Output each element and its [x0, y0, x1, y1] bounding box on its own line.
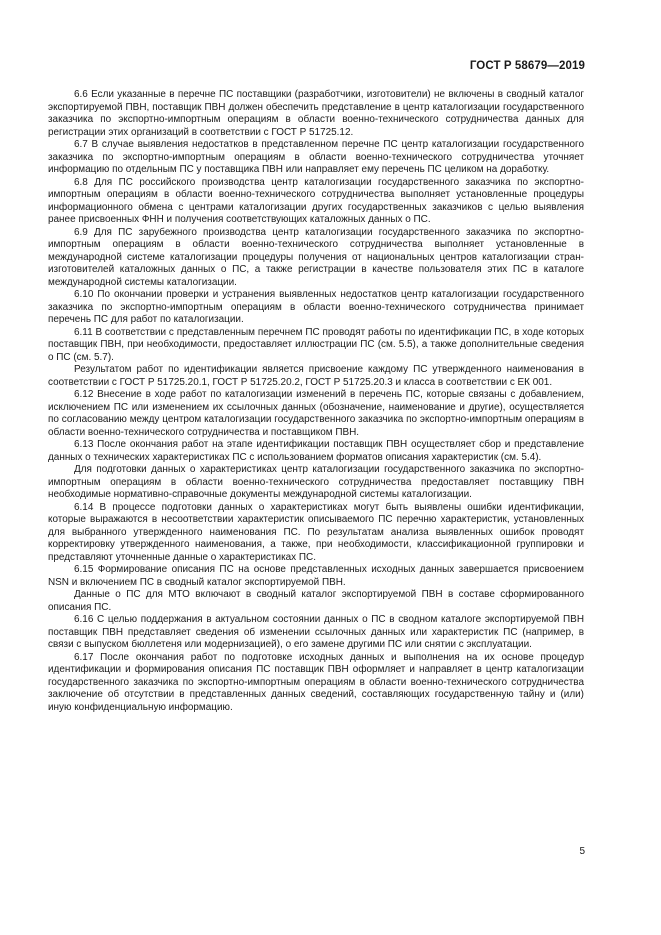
- document-header-standard: ГОСТ Р 58679—2019: [469, 60, 585, 72]
- paragraph-6-15-mto: Данные о ПС для МТО включают в сводный каталог экспортируемой ПВН в составе сформированного описания ПС.: [48, 589, 584, 613]
- paragraph-6-17: 6.17 После окончания работ по подготовке исходных данных и выполнения на их основе процедур идентификации и формирования описания ПС поставщик ПВН оформляет и направляет в центр каталогизации государственного заказчика по экспортно-импортным операциям в области военно-технического сотрудничества заключение об отсутствии в представленных данных сведений, составляющих государственную тайну и (или) иную конфиденциальную информацию.: [48, 651, 584, 713]
- page-number: 5: [579, 846, 585, 857]
- paragraph-6-12: 6.12 Внесение в ходе работ по каталогизации изменений в перечень ПС, которые связаны с добавлением, исключением ПС или изменением их ссылочных данных (обозначение, наименование и другие), осуществляется по согласованию между центром каталогизации государственного заказчика по экспортно-импортным операциям в области военно-технического сотрудничества и поставщиком ПВН.: [48, 389, 584, 438]
- paragraph-6-13-data: Для подготовки данных о характеристиках центр каталогизации государственного заказчика по экспортно-импортным операциям в области военно-технического сотрудничества предоставляет поставщику ПВН необходимые нормативно-справочные документы международной системы каталогизации.: [48, 464, 584, 500]
- paragraph-6-7: 6.7 В случае выявления недостатков в представленном перечне ПС центр каталогизации государственного заказчика по экспортно-импортным операциям в области военно-технического сотрудничества уточняет информацию по отдельным ПС у поставщика ПВН или направляет ему перечень ПС целиком на доработку.: [48, 139, 584, 175]
- paragraph-6-13: 6.13 После окончания работ на этапе идентификации поставщик ПВН осуществляет сбор и представление данных о технических характеристиках ПС с использованием форматов описания характеристик (см. 5.4).: [48, 439, 584, 463]
- paragraph-6-9: 6.9 Для ПС зарубежного производства центр каталогизации государственного заказчика по экспортно-импортным операциям в области военно-технического сотрудничества выполняет установленные в международной системе каталогизации процедуры получения от национальных центров каталогизации стран-изготовителей каталожных данных о ПС, а также регистрации в качестве пользователя этих ПС в каталоге международной системы каталогизации.: [48, 226, 584, 288]
- paragraph-6-11: 6.11 В соответствии с представленным перечнем ПС проводят работы по идентификации ПС, в ходе которых поставщик ПВН, при необходимости, предоставляет иллюстрации ПС (см. 5.5), а также дополнительные сведения о ПС (см. 5.7).: [48, 326, 584, 363]
- paragraph-6-10: 6.10 По окончании проверки и устранения выявленных недостатков центр каталогизации государственного заказчика по экспортно-импортным операциям в области военно-технического сотрудничества принимает перечень ПС для работ по каталогизации.: [48, 289, 584, 325]
- document-body: [48, 89, 584, 714]
- paragraph-6-6: 6.6 Если указанные в перечне ПС поставщики (разработчики, изготовители) не включены в сводный каталог экспортируемой ПВН, поставщик ПВН должен обеспечить представление в центр каталогизации государственного заказчика по экспортно-импортным операциям в области военно-технического сотрудничества данных для регистрации этих организаций в соответствии с ГОСТ Р 51725.12.: [48, 89, 584, 138]
- paragraph-6-15: 6.15 Формирование описания ПС на основе представленных исходных данных завершается присвоением NSN и включением ПС в сводный каталог экспортируемой ПВН.: [48, 564, 584, 588]
- paragraph-6-14: 6.14 В процессе подготовки данных о характеристиках могут быть выявлены ошибки идентификации, которые выражаются в несоответствии характеристик описываемого ПС перечню характеристик, установленных для выбранного утвержденного наименования ПС. По результатам анализа выявленных ошибок проводят корректировку утвержденного наименования, а также, при необходимости, классификационной группировки и представляют уточненные данные о характеристиках ПС.: [48, 501, 584, 563]
- paragraph-6-11-result: Результатом работ по идентификации является присвоение каждому ПС утвержденного наименования в соответствии с ГОСТ Р 51725.20.1, ГОСТ Р 51725.20.2, ГОСТ Р 51725.20.3 и класса в соответствии с ЕК 001.: [48, 364, 584, 388]
- paragraph-6-16: 6.16 С целью поддержания в актуальном состоянии данных о ПС в сводном каталоге экспортируемой ПВН поставщик ПВН представляет сведения об изменении ссылочных данных или характеристик ПС (например, в связи с выпуском бюллетеня или модернизацией), о его замене другими ПС или снятии с эксплуатации.: [48, 614, 584, 650]
- paragraph-6-8: 6.8 Для ПС российского производства центр каталогизации государственного заказчика по экспортно-импортным операциям в области военно-технического сотрудничества выполняет установленные процедуры информационного обмена с центрами каталогизации других государственных заказчиков с целью выявления ранее присвоенных ФНН и получения соответствующих каталожных данных о ПС.: [48, 176, 584, 225]
